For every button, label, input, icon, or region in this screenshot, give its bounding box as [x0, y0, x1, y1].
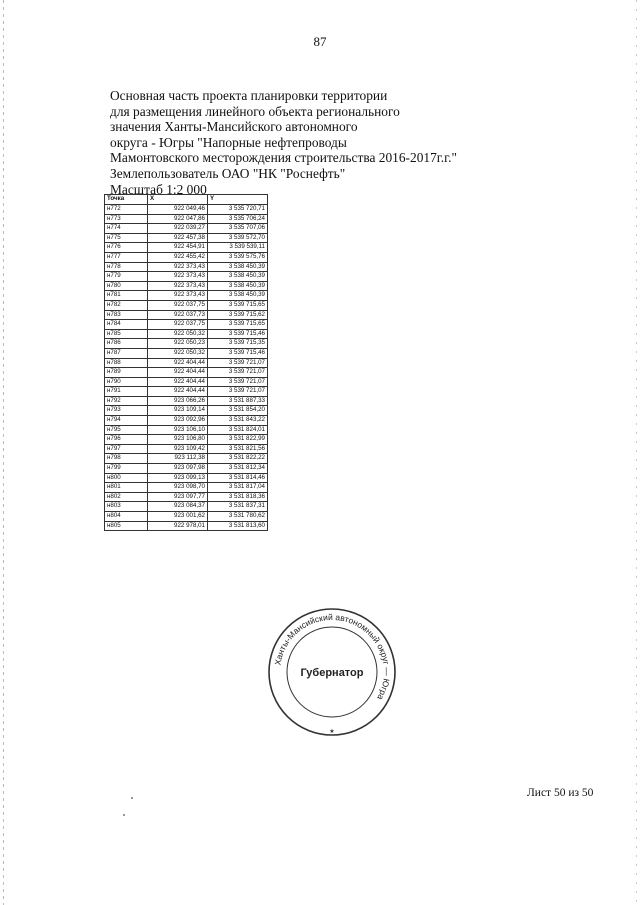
cell-y: 3 531 818,36	[208, 492, 268, 502]
table-row	[105, 329, 268, 339]
table-row	[105, 320, 268, 330]
cell-y: 3 531 887,33	[208, 396, 268, 406]
cell-point: н792	[105, 396, 148, 406]
cell-x: 922 373,43	[148, 262, 208, 272]
table-row	[105, 492, 268, 502]
cell-point: н786	[105, 339, 148, 349]
column-header-x: X	[148, 195, 208, 205]
cell-point: н799	[105, 464, 148, 474]
cell-point: н794	[105, 416, 148, 426]
table-row	[105, 243, 268, 253]
table-row	[105, 368, 268, 378]
cell-point: н779	[105, 272, 148, 282]
cell-point: н790	[105, 377, 148, 387]
coordinates-table	[104, 194, 268, 531]
cell-y: 3 531 814,46	[208, 473, 268, 483]
page-edge-right	[636, 0, 637, 905]
cell-x: 922 404,44	[148, 358, 208, 368]
cell-point: н797	[105, 444, 148, 454]
cell-x: 922 050,32	[148, 348, 208, 358]
cell-point: н777	[105, 252, 148, 262]
cell-point: н776	[105, 243, 148, 253]
seal-star-icon: ★	[329, 729, 335, 735]
table-row	[105, 300, 268, 310]
cell-x: 922 404,44	[148, 368, 208, 378]
cell-point: н793	[105, 406, 148, 416]
cell-y: 3 539 715,35	[208, 339, 268, 349]
cell-x: 922 454,91	[148, 243, 208, 253]
cell-point: н781	[105, 291, 148, 301]
cell-point: н774	[105, 224, 148, 234]
cell-point: н772	[105, 205, 148, 215]
cell-point: н773	[105, 214, 148, 224]
cell-x: 922 050,23	[148, 339, 208, 349]
cell-x: 922 047,86	[148, 214, 208, 224]
cell-y: 3 538 450,39	[208, 272, 268, 282]
cell-y: 3 531 780,62	[208, 512, 268, 522]
table-row	[105, 205, 268, 215]
cell-y: 3 539 721,07	[208, 368, 268, 378]
cell-y: 3 535 707,06	[208, 224, 268, 234]
heading-line: значения Ханты-Мансийского автономного	[110, 119, 358, 135]
cell-y: 3 539 715,65	[208, 300, 268, 310]
cell-y: 3 538 450,39	[208, 291, 268, 301]
table-row	[105, 224, 268, 234]
cell-point: н802	[105, 492, 148, 502]
heading-line: Землепользователь ОАО "НК "Роснефть"	[110, 165, 346, 181]
table-row	[105, 396, 268, 406]
table-row	[105, 435, 268, 445]
cell-y: 3 539 715,65	[208, 320, 268, 330]
table-row	[105, 425, 268, 435]
table-row	[105, 377, 268, 387]
heading-line: Мамонтовского месторождения строительства 2016-2017г.г."	[110, 150, 457, 166]
cell-y: 3 531 824,01	[208, 425, 268, 435]
cell-x: 922 039,27	[148, 224, 208, 234]
cell-y: 3 539 715,62	[208, 310, 268, 320]
cell-point: н791	[105, 387, 148, 397]
cell-point: н795	[105, 425, 148, 435]
cell-x: 923 098,70	[148, 483, 208, 493]
table-row	[105, 387, 268, 397]
table-row	[105, 358, 268, 368]
cell-y: 3 539 715,46	[208, 329, 268, 339]
cell-y: 3 538 450,39	[208, 262, 268, 272]
cell-x: 922 373,43	[148, 281, 208, 291]
table-row	[105, 281, 268, 291]
cell-point: н804	[105, 512, 148, 522]
table-row	[105, 291, 268, 301]
cell-x: 923 084,37	[148, 502, 208, 512]
cell-x: 923 001,62	[148, 512, 208, 522]
cell-x: 922 404,44	[148, 377, 208, 387]
cell-y: 3 531 854,20	[208, 406, 268, 416]
table-row	[105, 444, 268, 454]
cell-point: н789	[105, 368, 148, 378]
cell-y: 3 531 812,34	[208, 464, 268, 474]
cell-y: 3 531 837,31	[208, 502, 268, 512]
cell-x: 922 037,73	[148, 310, 208, 320]
cell-y: 3 531 817,04	[208, 483, 268, 493]
cell-y: 3 531 843,22	[208, 416, 268, 426]
scan-speck	[123, 814, 125, 816]
table-row	[105, 252, 268, 262]
cell-point: н801	[105, 483, 148, 493]
cell-x: 922 373,43	[148, 272, 208, 282]
table-row	[105, 406, 268, 416]
governor-seal	[266, 606, 398, 738]
table-body	[105, 205, 268, 531]
table-row	[105, 272, 268, 282]
cell-y: 3 539 721,07	[208, 358, 268, 368]
table-row	[105, 473, 268, 483]
cell-x: 922 037,75	[148, 300, 208, 310]
cell-point: н800	[105, 473, 148, 483]
page-number: 87	[313, 34, 327, 49]
cell-y: 3 535 720,71	[208, 205, 268, 215]
table-row	[105, 502, 268, 512]
cell-x: 922 050,32	[148, 329, 208, 339]
table-row	[105, 454, 268, 464]
cell-point: н783	[105, 310, 148, 320]
cell-x: 923 066,26	[148, 396, 208, 406]
cell-point: н787	[105, 348, 148, 358]
heading-line: для размещения линейного объекта регионального	[110, 103, 400, 119]
cell-point: н805	[105, 521, 148, 531]
cell-y: 3 531 821,56	[208, 444, 268, 454]
table-header-row	[105, 195, 268, 205]
column-header-y: Y	[208, 195, 268, 205]
cell-x: 923 106,10	[148, 425, 208, 435]
cell-x: 923 112,38	[148, 454, 208, 464]
cell-x: 922 978,01	[148, 521, 208, 531]
cell-y: 3 539 572,70	[208, 233, 268, 243]
cell-x: 922 037,75	[148, 320, 208, 330]
cell-y: 3 535 706,24	[208, 214, 268, 224]
sheet-footer: Лист 50 из 50	[527, 787, 594, 799]
scale-line: Масштаб 1:2 000	[110, 181, 207, 197]
cell-point: н778	[105, 262, 148, 272]
cell-point: н785	[105, 329, 148, 339]
cell-x: 922 404,44	[148, 387, 208, 397]
cell-x: 922 373,43	[148, 291, 208, 301]
table-row	[105, 521, 268, 531]
column-header-point: Точка	[105, 195, 148, 205]
cell-y: 3 539 539,11	[208, 243, 268, 253]
cell-y: 3 531 822,99	[208, 435, 268, 445]
cell-x: 922 455,42	[148, 252, 208, 262]
cell-x: 923 109,14	[148, 406, 208, 416]
cell-point: н784	[105, 320, 148, 330]
cell-y: 3 531 813,60	[208, 521, 268, 531]
heading-line: Основная часть проекта планировки территории	[110, 88, 388, 103]
cell-point: н788	[105, 358, 148, 368]
cell-y: 3 539 575,76	[208, 252, 268, 262]
seal-center-text: Губернатор	[300, 667, 364, 679]
table-row	[105, 416, 268, 426]
scan-speck	[131, 797, 133, 799]
cell-point: н798	[105, 454, 148, 464]
table-row	[105, 310, 268, 320]
cell-x: 923 092,96	[148, 416, 208, 426]
table-row	[105, 233, 268, 243]
table-row	[105, 262, 268, 272]
cell-point: н782	[105, 300, 148, 310]
cell-x: 923 099,13	[148, 473, 208, 483]
cell-y: 3 538 450,39	[208, 281, 268, 291]
cell-point: н780	[105, 281, 148, 291]
cell-x: 923 097,77	[148, 492, 208, 502]
table-row	[105, 464, 268, 474]
document-heading	[110, 88, 490, 197]
cell-point: н803	[105, 502, 148, 512]
table-row	[105, 339, 268, 349]
cell-x: 923 097,98	[148, 464, 208, 474]
cell-y: 3 539 721,07	[208, 377, 268, 387]
cell-x: 922 049,46	[148, 205, 208, 215]
cell-x: 923 109,42	[148, 444, 208, 454]
table-row	[105, 348, 268, 358]
cell-y: 3 539 721,07	[208, 387, 268, 397]
table-row	[105, 483, 268, 493]
cell-y: 3 531 822,22	[208, 454, 268, 464]
page-edge-left	[3, 0, 4, 905]
seal-ring-text: Ханты-Мансийский автономный округ — Югра	[272, 611, 393, 702]
cell-y: 3 539 715,46	[208, 348, 268, 358]
cell-point: н775	[105, 233, 148, 243]
table-row	[105, 214, 268, 224]
table-row	[105, 512, 268, 522]
cell-x: 922 457,38	[148, 233, 208, 243]
cell-x: 923 106,80	[148, 435, 208, 445]
heading-line: округа - Югры "Напорные нефтепроводы	[110, 134, 347, 150]
cell-point: н796	[105, 435, 148, 445]
